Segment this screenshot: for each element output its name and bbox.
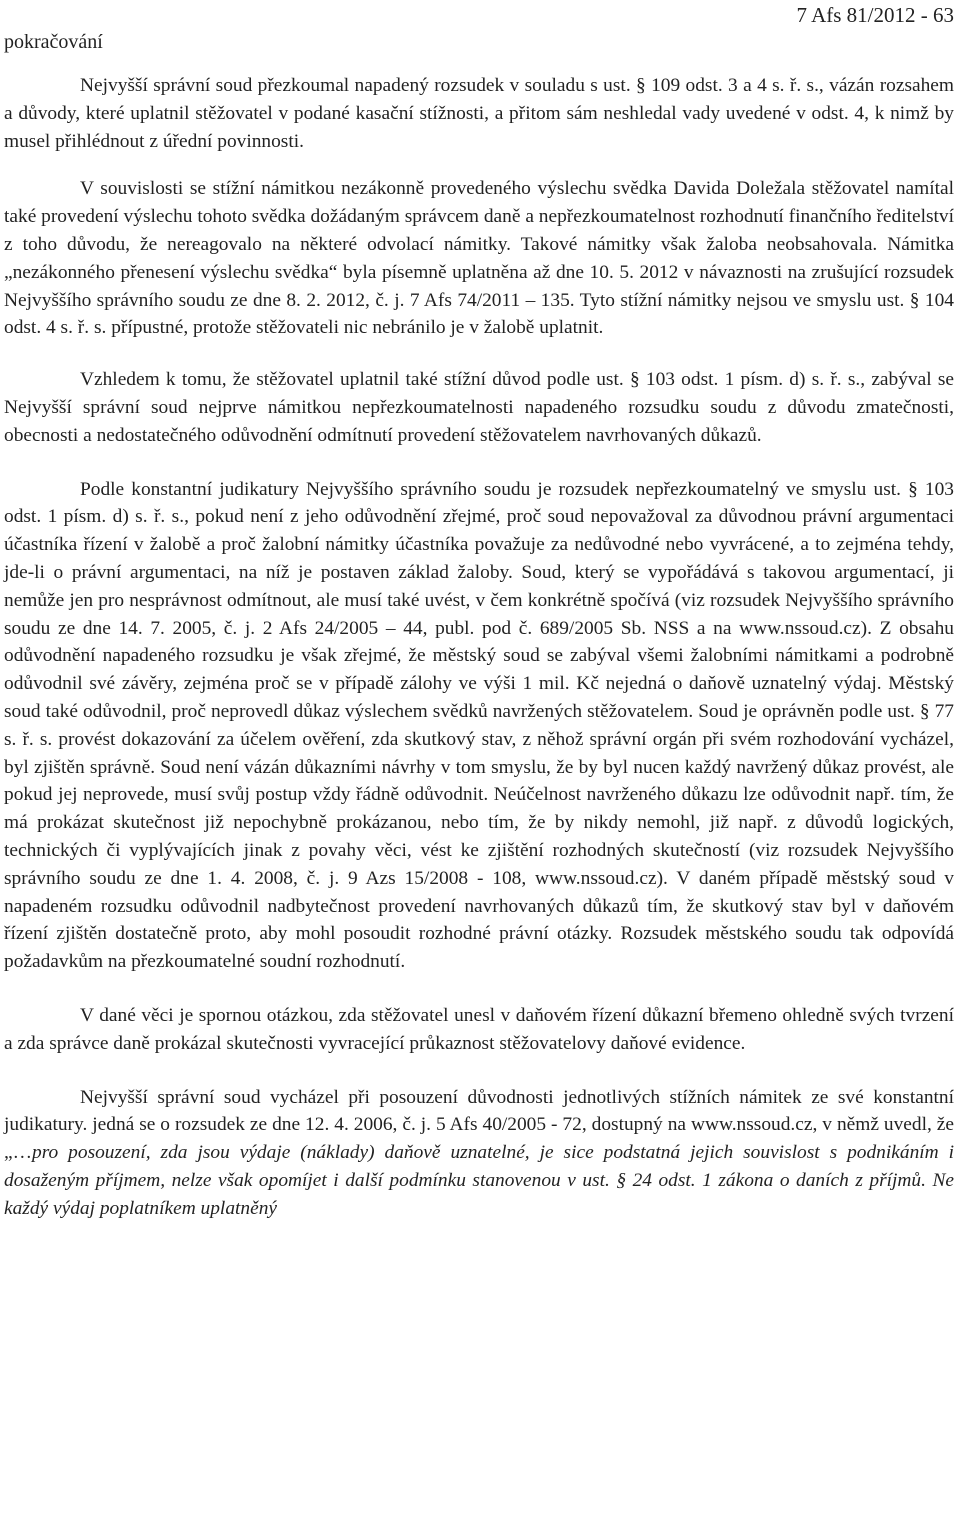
document-body	[4, 72, 954, 1222]
paragraph-case-law-reviewability: Podle konstantní judikatury Nejvyššího správního soudu je rozsudek nepřezkoumatelný ve smyslu ust. § 103 odst. 1 písm. d) s. ř. s., pokud není z jeho odůvodnění zřejmé, proč soud nepovažoval za důvodnou právní argumentaci účastníka řízení v žalobě a proč žalobní námitky účastníka považuje za nedůvodné nebo vyvrácené, a to zejména tehdy, jde-li o právní argumentaci, na níž je postaven základ žaloby. Soud, který se vypořádává s takovou argumentací, ji nemůže jen pro nesprávnost odmítnout, ale musí také uvést, v čem konkrétně spočívá (viz rozsudek Nejvyššího správního soudu ze dne 14. 7. 2005, č. j. 2 Afs 24/2005 – 44, publ. pod č. 689/2005 Sb. NSS a na www.nssoud.cz). Z obsahu odůvodnění napadeného rozsudku je však zřejmé, že městský soud se zabýval všemi žalobními námitkami a podrobně odůvodnil své závěry, zejména proč se v případě zálohy ve výši 1 mil. Kč nejedná o daňově uznatelný výdaj. Městský soud také odůvodnil, proč neprovedl důkaz výslechem svědků navržených stěžovatelem. Soud je oprávněn podle ust. § 77 s. ř. s. provést dokazování za účelem ověření, zda skutkový stav, z něhož správní orgán při svém rozhodování vycházel, byl zjištěn správně. Soud není vázán důkazními návrhy v tom smyslu, že by byl nucen každý navržený důkaz provést, ale pokud jej neprovede, musí svůj postup vždy řádně odůvodnit. Neúčelnost navrženého důkazu lze odůvodnit např. tím, že má prokázat skutečnost již nepochybně prokázanou, nebo tím, že by nikdy nemohl, již např. z důvodů logických, technických či vyplývajících jinak z povahy věci, vést ke zjištění rozhodných skutečností (viz rozsudek Nejvyššího správního soudu ze dne 1. 4. 2008, č. j. 9 Azs 15/2008 - 108, www.nssoud.cz). V daném případě městský soud v napadeném rozsudku odůvodnil nadbytečnost provedení navrhovaných důkazů tím, že skutkový stav byl v daňovém řízení zjištěn dostatečně proto, aby mohl posoudit rozhodné právní otázky. Rozsudek městského soudu tak odpovídá požadavkům na přezkoumatelné soudní rozhodnutí.	[4, 478, 954, 973]
paragraph-disputed-question: V dané věci je spornou otázkou, zda stěžovatel unesl v daňovém řízení důkazní břemeno ohledně svých tvrzení a zda správce daně prokázal skutečnosti vyvracející průkaznost stěžovatelovy daňové evidence.	[4, 1004, 954, 1054]
paragraph-witness-objection: V souvislosti se stížní námitkou nezákonně provedeného výslechu svědka Davida Doležala stěžovatel namítal také provedení výslechu tohoto svědka dožádaným správcem daně a nepřezkoumatelnost rozhodnutí finančního ředitelství z toho důvodu, že nereagovalo na některé odvolací námitky. Takové námitky však žaloba neobsahovala. Námitka „nezákonného přenesení výslechu svědka“ byla písemně uplatněna až dne 10. 5. 2012 v návaznosti na zrušující rozsudek Nejvyššího správního soudu ze dne 8. 2. 2012, č. j. 7 Afs 74/2011 – 135. Tyto stížní námitky nejsou ve smyslu ust. § 104 odst. 4 s. ř. s. přípustné, protože stěžovateli nic nebránilo je v žalobě uplatnit.	[4, 178, 954, 339]
paragraph-review-scope: Nejvyšší správní soud přezkoumal napadený rozsudek v souladu s ust. § 109 odst. 3 a 4 s. ř. s., vázán rozsahem a důvody, které uplatnil stěžovatel v podané kasační stížnosti, a přitom sám neshledal vady uvedené v odst. 4, k nimž by musel přihlédnout z úřední povinnosti.	[4, 75, 954, 152]
paragraph-constant-case-law	[4, 1084, 954, 1223]
paragraph-complaint-ground: Vzhledem k tomu, že stěžovatel uplatnil také stížní důvod podle ust. § 103 odst. 1 písm. d) s. ř. s., zabýval se Nejvyšší správní soud nejprve námitkou nepřezkoumatelnosti napadeného rozsudku soudu z důvodu zmatečnosti, obecnosti a nedostatečného odůvodnění odmítnutí provedení stěžovatelem navrhovaných důkazů.	[4, 369, 954, 446]
paragraph-text: Nejvyšší správní soud vycházel při posouzení důvodnosti jednotlivých stížních námitek ze své konstantní judikatury. jedná se o rozsudek ze dne 12. 4. 2006, č. j. 5 Afs 40/2005 - 72, dostupný na www.nssoud.cz, v němž uvedl, že „…	[4, 1086, 954, 1164]
quoted-judgment-text: pro posouzení, zda jsou výdaje (náklady) daňově uznatelné, je sice podstatná jejich souvislost s podnikáním i dosaženým příjmem, nelze však opomíjet i další podmínku stanovenou v ust. § 24 odst. 1 zákona o daních z příjmů. Ne každý výdaj poplatníkem uplatněný	[4, 1142, 954, 1219]
continuation-label: pokračování	[4, 31, 103, 53]
case-number: 7 Afs 81/2012 - 63	[796, 3, 954, 27]
